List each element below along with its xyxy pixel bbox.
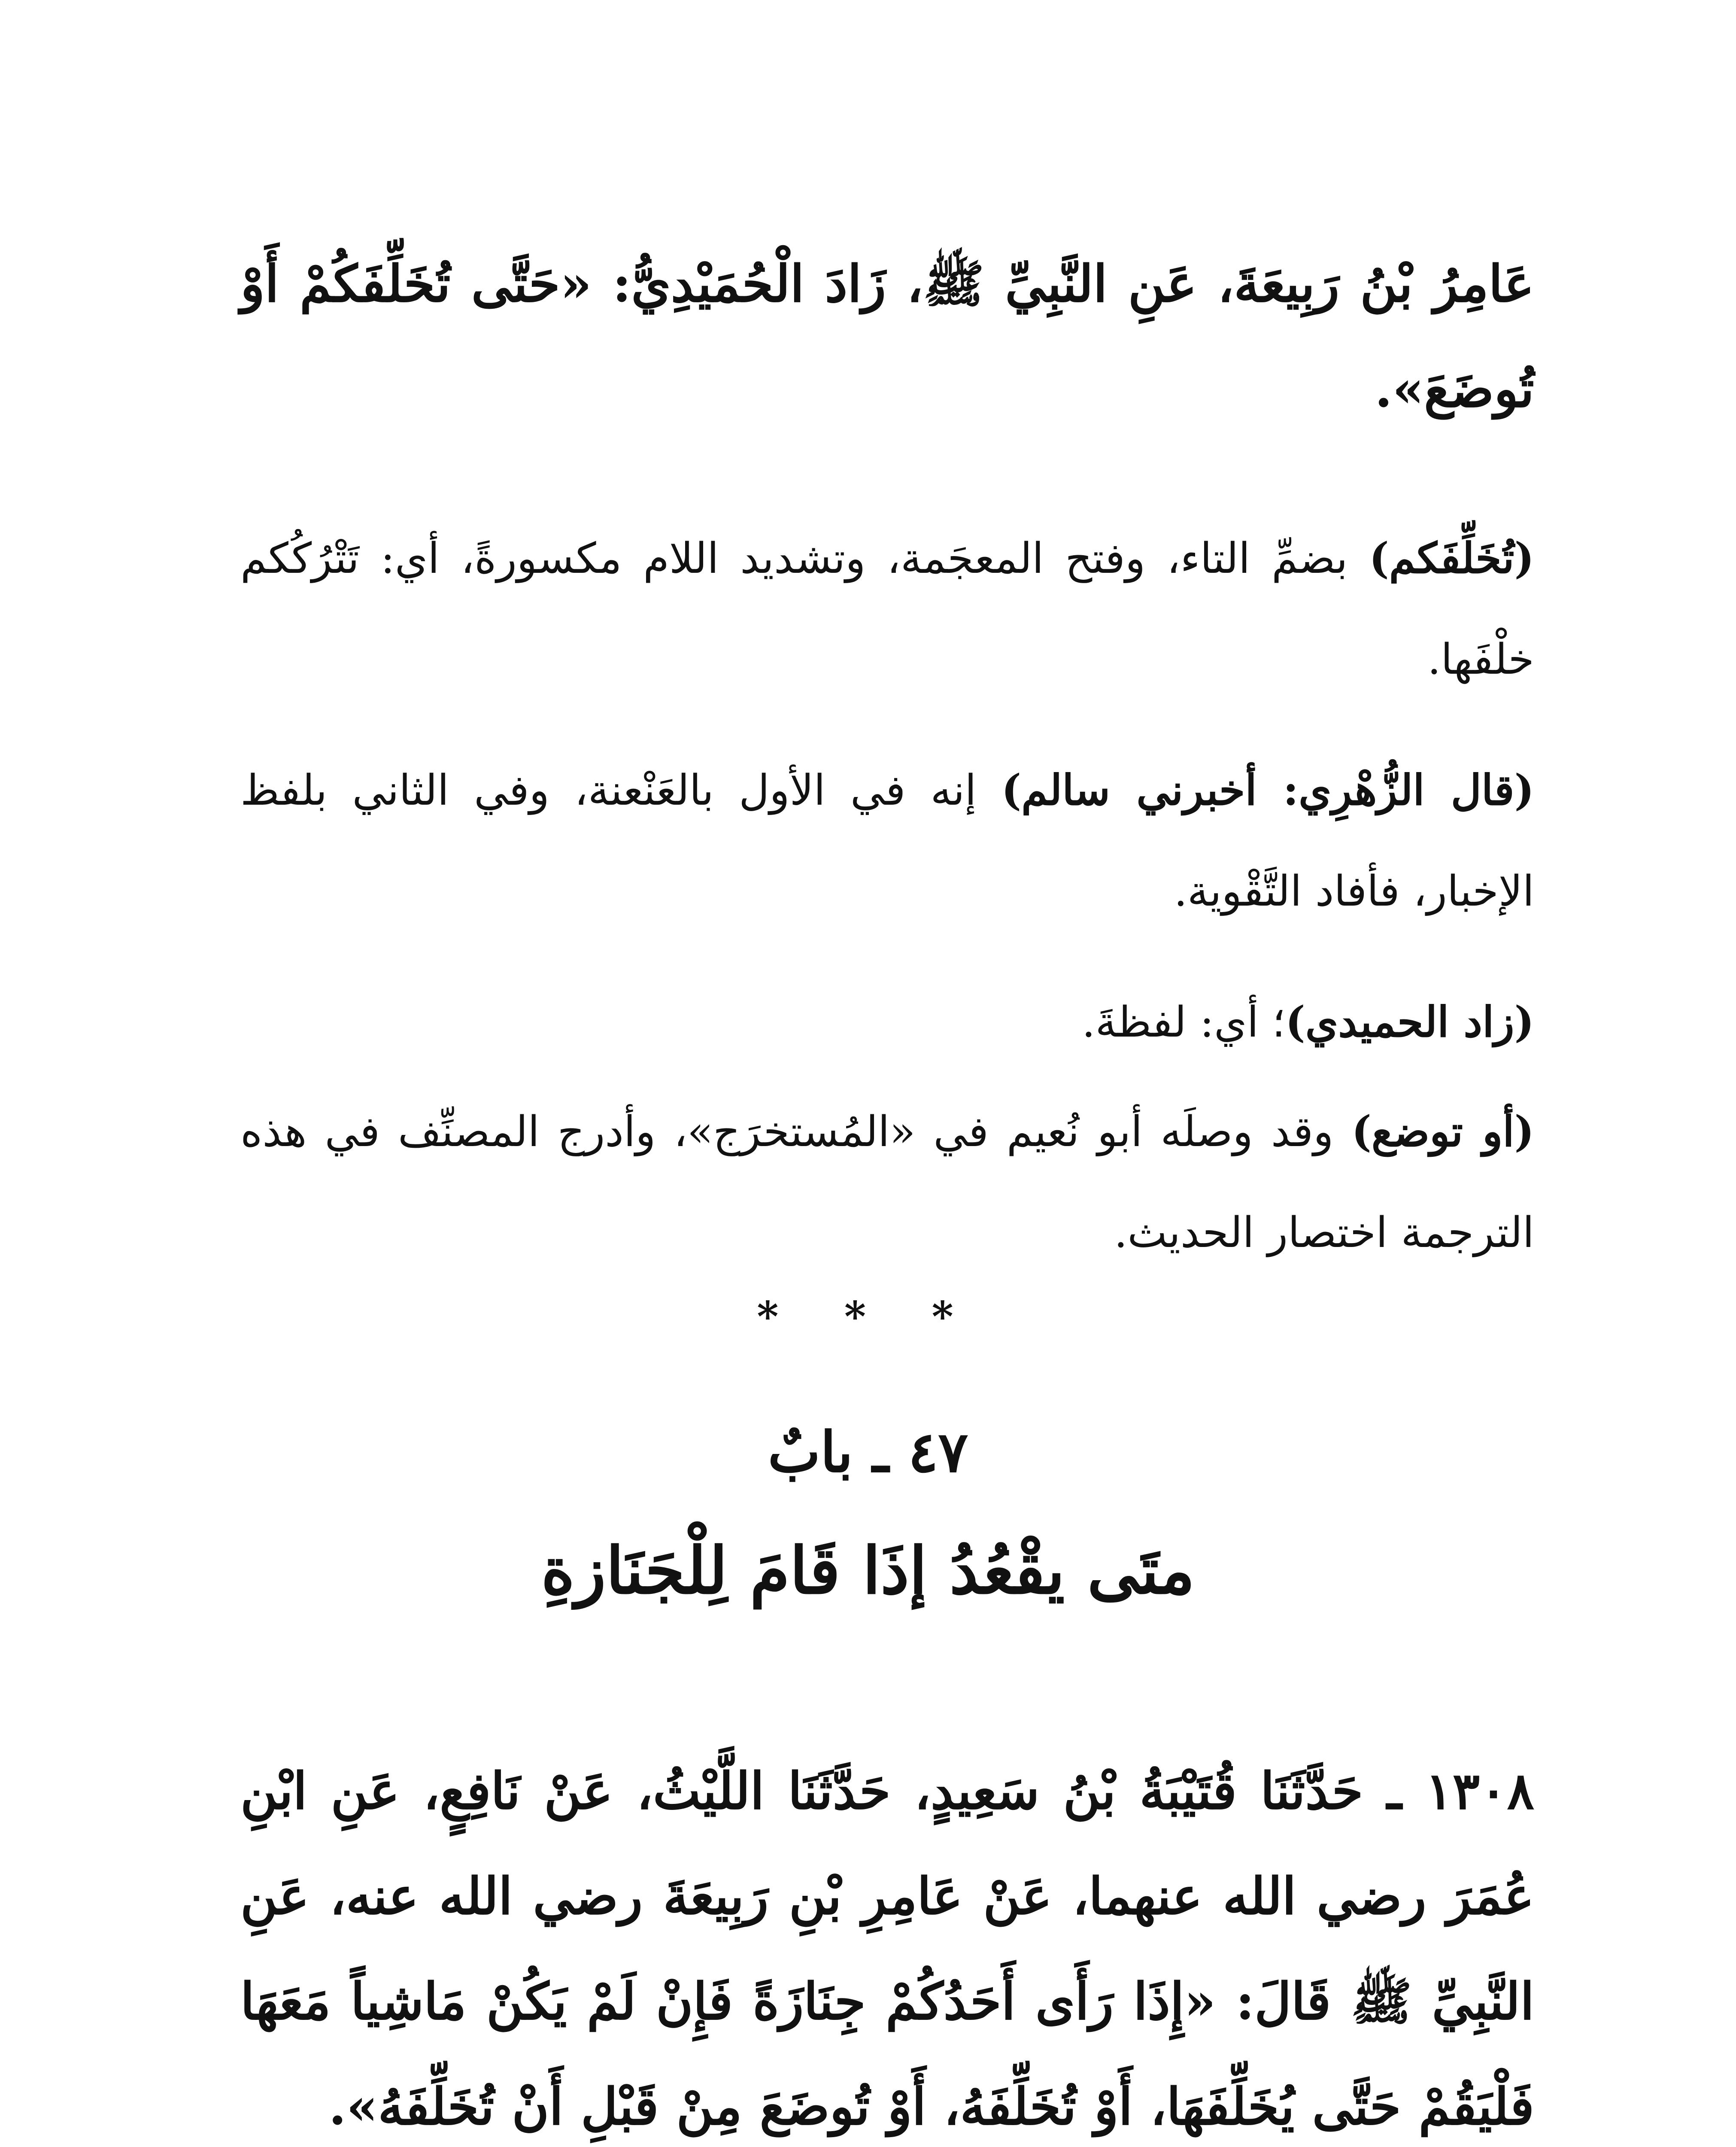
note-text: ؛ أي: لفظةَ. — [1082, 998, 1286, 1047]
commentary-note — [240, 508, 1534, 710]
note-text: وقد وصلَه أبو نُعيم في «المُستخرَج»، وأدرج المصنِّف في هذه الترجمة اختصار الحديث. — [240, 1107, 1534, 1257]
chapter-number: ٤٧ ـ بابٌ — [768, 1419, 968, 1485]
note-lemma: (أو توضع) — [1351, 1107, 1534, 1156]
commentary-note — [240, 740, 1534, 942]
hadith-1308: ١٣٠٨ ـ حَدَّثَنَا قُتَيْبَةُ بْنُ سَعِيدٍ، حَدَّثَنَا اللَّيْثُ، عَنْ نَافِعٍ، عَنِ ابْنِ عُمَرَ رضي الله عنهما، عَنْ عَامِرِ بْنِ رَبِيعَةَ رضي الله عنه، عَنِ النَّبِيِّ ﷺ قَالَ: «إِذَا رَأَى أَحَدُكُمْ جِنَازَةً فَإِنْ لَمْ يَكُنْ مَاشِياً مَعَهَا فَلْيَقُمْ حَتَّى يُخَلِّفَهَا، أَوْ تُخَلِّفَهُ، أَوْ تُوضَعَ مِنْ قَبْلِ أَنْ تُخَلِّفَهُ». — [240, 1761, 1534, 2136]
note-text: بضمِّ التاء، وفتح المعجَمة، وتشديد اللام مكسورةً، أي: تَتْرُكُكم خلْفَها. — [240, 534, 1534, 684]
chapter-title: متَى يقْعُدُ إذَا قَامَ لِلْجَنَازةِ — [541, 1533, 1195, 1609]
note-lemma: (زاد الحميدي) — [1285, 997, 1534, 1047]
commentary-note — [240, 1081, 1534, 1283]
hadith-continuation: عَامِرُ بْنُ رَبِيعَةَ، عَنِ النَّبِيِّ ﷺ، زَادَ الْحُمَيْدِيُّ: «حَتَّى تُخَلِّفَكُمْ أَوْ تُوضَعَ». — [240, 254, 1534, 419]
note-lemma: (تُخَلِّفَكم) — [1369, 534, 1534, 583]
note-lemma: (قال الزُّهْرِي: أخبرني سالم) — [1001, 766, 1534, 815]
section-separator: * * * — [757, 1292, 979, 1341]
commentary-note — [240, 972, 1534, 1073]
note-text: إنه في الأول بالعَنْعنة، وفي الثاني بلفظ الإخبار، فأفاد التَّقْوية. — [240, 766, 1534, 916]
